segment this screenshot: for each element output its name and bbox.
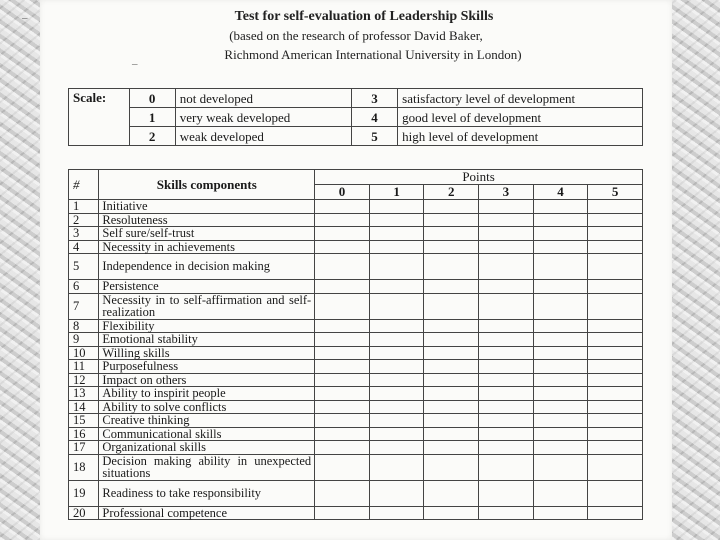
points-cell-0[interactable] [315, 441, 370, 455]
points-cell-4[interactable] [533, 441, 588, 455]
table-row [69, 454, 643, 480]
points-cell-5[interactable] [588, 240, 643, 254]
points-cell-5[interactable] [588, 454, 643, 480]
points-cell-0[interactable] [315, 373, 370, 387]
table-row [69, 480, 643, 506]
skills-body [69, 200, 643, 520]
col-num-header: # [69, 170, 99, 200]
scale-num: 5 [351, 127, 397, 146]
scale-desc: not developed [175, 89, 351, 108]
skill-component: Organizational skills [99, 441, 315, 455]
points-cell-5[interactable] [588, 414, 643, 428]
points-cell-3[interactable] [479, 414, 534, 428]
marble-border-left [0, 0, 40, 540]
scale-row [69, 127, 643, 146]
scan-mark: ‒ [132, 58, 138, 70]
skill-component: Ability to inspirit people [99, 387, 315, 401]
skills-table [68, 169, 643, 520]
table-row [69, 254, 643, 280]
points-cell-4[interactable] [533, 454, 588, 480]
points-cell-0[interactable] [315, 400, 370, 414]
points-cell-3[interactable] [479, 387, 534, 401]
skill-component: Resoluteness [99, 213, 315, 227]
points-cell-5[interactable] [588, 293, 643, 319]
points-cell-5[interactable] [588, 480, 643, 506]
points-cell-2[interactable] [424, 506, 479, 520]
scale-desc: satisfactory level of development [398, 89, 643, 108]
document-subtitle-2: Richmond American International University in London) [224, 47, 522, 62]
row-number: 2 [69, 213, 99, 227]
marble-border-right [672, 0, 720, 540]
points-cell-1[interactable] [369, 454, 424, 480]
points-2-header: 2 [424, 185, 479, 200]
scale-num: 4 [351, 108, 397, 127]
points-cell-3[interactable] [479, 427, 534, 441]
scale-num: 2 [129, 127, 175, 146]
points-cell-5[interactable] [588, 373, 643, 387]
row-number: 9 [69, 333, 99, 347]
points-cell-2[interactable] [424, 454, 479, 480]
points-4-header: 4 [533, 185, 588, 200]
points-cell-2[interactable] [424, 400, 479, 414]
document-subtitle-1: (based on the research of professor David Baker, [229, 28, 483, 43]
points-cell-0[interactable] [315, 414, 370, 428]
points-cell-5[interactable] [588, 387, 643, 401]
scale-num: 0 [129, 89, 175, 108]
points-cell-0[interactable] [315, 293, 370, 319]
scale-label: Scale: [69, 89, 130, 146]
points-cell-5[interactable] [588, 280, 643, 294]
points-cell-5[interactable] [588, 333, 643, 347]
points-cell-3[interactable] [479, 200, 534, 214]
points-cell-1[interactable] [369, 333, 424, 347]
points-cell-3[interactable] [479, 319, 534, 333]
points-cell-2[interactable] [424, 427, 479, 441]
points-cell-0[interactable] [315, 240, 370, 254]
row-number: 16 [69, 427, 99, 441]
points-cell-0[interactable] [315, 227, 370, 241]
table-row [69, 227, 643, 241]
points-cell-3[interactable] [479, 454, 534, 480]
points-cell-1[interactable] [369, 346, 424, 360]
row-number: 13 [69, 387, 99, 401]
table-row [69, 240, 643, 254]
table-row [69, 213, 643, 227]
table-row [69, 346, 643, 360]
row-number: 17 [69, 441, 99, 455]
points-cell-1[interactable] [369, 387, 424, 401]
skill-component: Impact on others [99, 373, 315, 387]
row-number: 19 [69, 480, 99, 506]
points-cell-1[interactable] [369, 293, 424, 319]
points-cell-3[interactable] [479, 441, 534, 455]
skill-component: Necessity in achievements [99, 240, 315, 254]
points-cell-3[interactable] [479, 293, 534, 319]
points-5-header: 5 [588, 185, 643, 200]
scale-desc: very weak developed [175, 108, 351, 127]
points-cell-1[interactable] [369, 400, 424, 414]
points-cell-3[interactable] [479, 400, 534, 414]
row-number: 6 [69, 280, 99, 294]
points-cell-0[interactable] [315, 200, 370, 214]
skill-component: Persistence [99, 280, 315, 294]
points-cell-3[interactable] [479, 213, 534, 227]
points-cell-4[interactable] [533, 506, 588, 520]
points-1-header: 1 [369, 185, 424, 200]
points-cell-4[interactable] [533, 360, 588, 374]
points-cell-0[interactable] [315, 319, 370, 333]
row-number: 11 [69, 360, 99, 374]
points-cell-2[interactable] [424, 240, 479, 254]
points-cell-2[interactable] [424, 319, 479, 333]
points-cell-0[interactable] [315, 213, 370, 227]
points-cell-0[interactable] [315, 254, 370, 280]
table-row [69, 360, 643, 374]
scale-row [69, 89, 643, 108]
points-cell-0[interactable] [315, 360, 370, 374]
row-number: 12 [69, 373, 99, 387]
points-cell-3[interactable] [479, 240, 534, 254]
points-cell-0[interactable] [315, 480, 370, 506]
row-number: 4 [69, 240, 99, 254]
scale-row [69, 108, 643, 127]
points-cell-2[interactable] [424, 213, 479, 227]
points-cell-2[interactable] [424, 414, 479, 428]
row-number: 20 [69, 506, 99, 520]
points-cell-1[interactable] [369, 373, 424, 387]
points-cell-3[interactable] [479, 227, 534, 241]
row-number: 18 [69, 454, 99, 480]
skill-component: Flexibility [99, 319, 315, 333]
points-cell-4[interactable] [533, 200, 588, 214]
points-cell-2[interactable] [424, 360, 479, 374]
col-points-header: Points [315, 170, 643, 185]
points-cell-0[interactable] [315, 427, 370, 441]
points-cell-5[interactable] [588, 227, 643, 241]
points-cell-3[interactable] [479, 346, 534, 360]
points-cell-0[interactable] [315, 387, 370, 401]
table-row [69, 506, 643, 520]
table-row [69, 414, 643, 428]
points-cell-4[interactable] [533, 319, 588, 333]
points-cell-1[interactable] [369, 441, 424, 455]
points-cell-1[interactable] [369, 427, 424, 441]
points-cell-1[interactable] [369, 213, 424, 227]
points-cell-2[interactable] [424, 254, 479, 280]
points-cell-5[interactable] [588, 213, 643, 227]
points-cell-2[interactable] [424, 441, 479, 455]
title-block [40, 8, 672, 64]
points-0-header: 0 [315, 185, 370, 200]
points-cell-4[interactable] [533, 227, 588, 241]
points-cell-5[interactable] [588, 346, 643, 360]
document-title: Test for self-evaluation of Leadership Skills [234, 9, 494, 24]
points-cell-1[interactable] [369, 506, 424, 520]
points-cell-4[interactable] [533, 400, 588, 414]
points-cell-1[interactable] [369, 200, 424, 214]
row-number: 10 [69, 346, 99, 360]
points-cell-5[interactable] [588, 506, 643, 520]
points-cell-1[interactable] [369, 227, 424, 241]
skill-component: Necessity in to self-affirmation and self-realization [99, 293, 315, 319]
table-row [69, 441, 643, 455]
points-cell-3[interactable] [479, 333, 534, 347]
table-row [69, 387, 643, 401]
points-cell-2[interactable] [424, 200, 479, 214]
points-cell-3[interactable] [479, 254, 534, 280]
points-cell-2[interactable] [424, 387, 479, 401]
points-cell-0[interactable] [315, 280, 370, 294]
points-cell-1[interactable] [369, 360, 424, 374]
col-components-header: Skills components [99, 170, 315, 200]
points-cell-1[interactable] [369, 480, 424, 506]
points-cell-3[interactable] [479, 280, 534, 294]
points-cell-3[interactable] [479, 360, 534, 374]
points-cell-2[interactable] [424, 227, 479, 241]
points-cell-1[interactable] [369, 319, 424, 333]
points-cell-2[interactable] [424, 373, 479, 387]
points-cell-1[interactable] [369, 280, 424, 294]
document-page [22, 0, 672, 540]
table-row [69, 280, 643, 294]
points-cell-1[interactable] [369, 254, 424, 280]
points-cell-2[interactable] [424, 480, 479, 506]
points-cell-4[interactable] [533, 293, 588, 319]
skill-component: Willing skills [99, 346, 315, 360]
row-number: 8 [69, 319, 99, 333]
row-number: 15 [69, 414, 99, 428]
points-cell-5[interactable] [588, 360, 643, 374]
points-cell-5[interactable] [588, 254, 643, 280]
points-cell-4[interactable] [533, 240, 588, 254]
table-row [69, 373, 643, 387]
points-cell-1[interactable] [369, 414, 424, 428]
points-cell-4[interactable] [533, 254, 588, 280]
skill-component: Initiative [99, 200, 315, 214]
table-row [69, 293, 643, 319]
skill-component: Creative thinking [99, 414, 315, 428]
row-number: 1 [69, 200, 99, 214]
skill-component: Professional competence [99, 506, 315, 520]
scale-num: 3 [351, 89, 397, 108]
skill-component: Emotional stability [99, 333, 315, 347]
row-number: 3 [69, 227, 99, 241]
points-cell-4[interactable] [533, 213, 588, 227]
points-cell-1[interactable] [369, 240, 424, 254]
points-cell-3[interactable] [479, 506, 534, 520]
table-row [69, 400, 643, 414]
points-cell-5[interactable] [588, 319, 643, 333]
table-row [69, 319, 643, 333]
row-number: 7 [69, 293, 99, 319]
points-cell-0[interactable] [315, 506, 370, 520]
points-3-header: 3 [479, 185, 534, 200]
points-cell-4[interactable] [533, 387, 588, 401]
points-cell-4[interactable] [533, 333, 588, 347]
table-row [69, 333, 643, 347]
points-cell-5[interactable] [588, 400, 643, 414]
points-cell-2[interactable] [424, 346, 479, 360]
points-cell-0[interactable] [315, 333, 370, 347]
skill-component: Purposefulness [99, 360, 315, 374]
points-cell-4[interactable] [533, 346, 588, 360]
scale-desc: high level of development [398, 127, 643, 146]
points-cell-5[interactable] [588, 441, 643, 455]
points-cell-4[interactable] [533, 280, 588, 294]
scale-num: 1 [129, 108, 175, 127]
points-cell-2[interactable] [424, 280, 479, 294]
scale-table [68, 88, 643, 146]
row-number: 14 [69, 400, 99, 414]
scale-desc: weak developed [175, 127, 351, 146]
points-cell-0[interactable] [315, 346, 370, 360]
table-row [69, 200, 643, 214]
skill-component: Independence in decision making [99, 254, 315, 280]
table-row [69, 427, 643, 441]
skill-component: Self sure/self-trust [99, 227, 315, 241]
skill-component: Decision making ability in unexpected situations [99, 454, 315, 480]
skill-component: Ability to solve conflicts [99, 400, 315, 414]
points-cell-5[interactable] [588, 427, 643, 441]
skill-component: Readiness to take responsibility [99, 480, 315, 506]
points-cell-3[interactable] [479, 373, 534, 387]
points-cell-4[interactable] [533, 480, 588, 506]
points-cell-3[interactable] [479, 480, 534, 506]
points-cell-2[interactable] [424, 333, 479, 347]
points-cell-4[interactable] [533, 427, 588, 441]
scan-mark: ‒ [22, 12, 28, 24]
points-cell-4[interactable] [533, 373, 588, 387]
skills-header-row [69, 170, 643, 185]
skill-component: Communicational skills [99, 427, 315, 441]
points-cell-5[interactable] [588, 200, 643, 214]
scale-desc: good level of development [398, 108, 643, 127]
points-cell-0[interactable] [315, 454, 370, 480]
points-cell-4[interactable] [533, 414, 588, 428]
row-number: 5 [69, 254, 99, 280]
points-cell-2[interactable] [424, 293, 479, 319]
